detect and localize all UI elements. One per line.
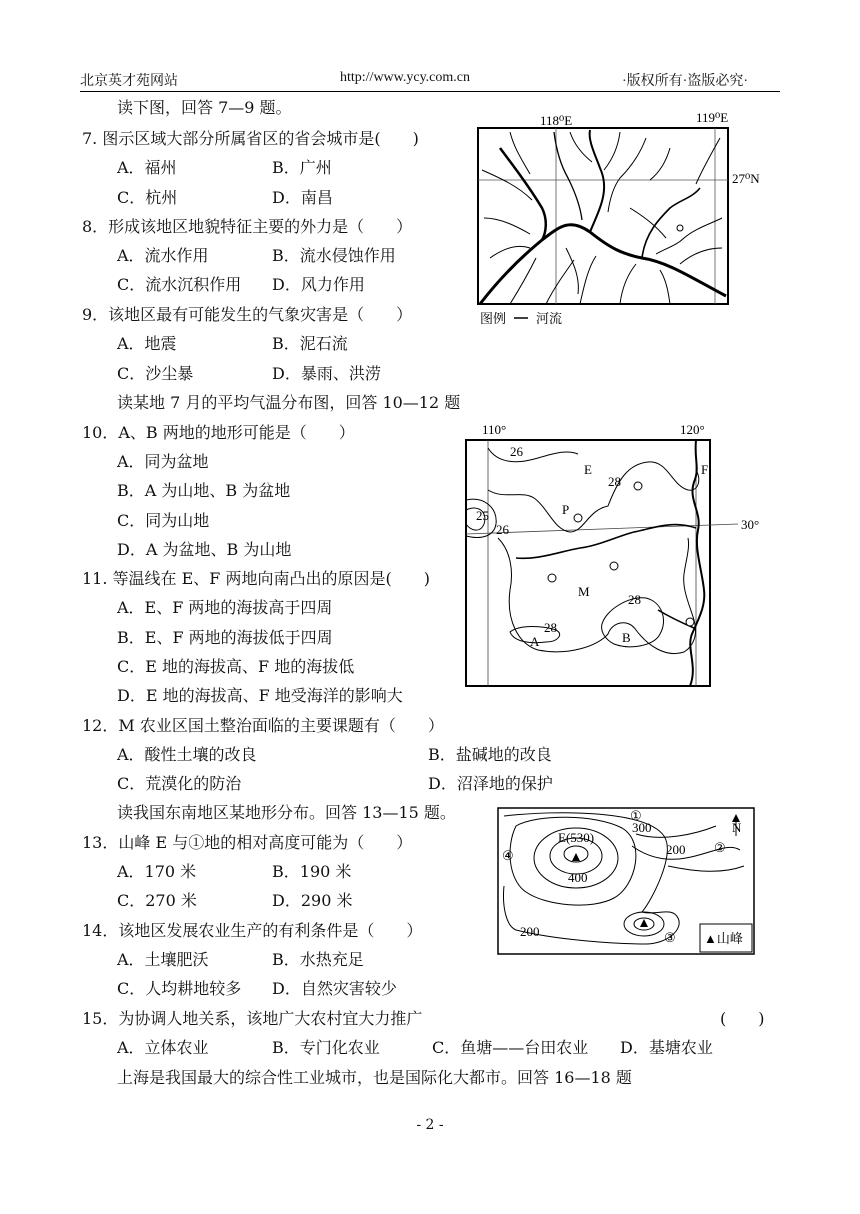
q7-option-d: D．南昌 bbox=[272, 188, 333, 207]
isotherm-label-28-a: 28 bbox=[544, 620, 557, 635]
q8-option-d: D．风力作用 bbox=[272, 275, 365, 294]
q14-option-d: D．自然灾害较少 bbox=[272, 979, 397, 998]
q7-option-b: B．广州 bbox=[272, 158, 332, 177]
isotherm-label-28-south: 28 bbox=[628, 592, 641, 607]
q12-option-b: B．盐碱地的改良 bbox=[428, 745, 552, 764]
city-marker bbox=[634, 482, 642, 490]
page-number: - 2 - bbox=[416, 1117, 444, 1133]
map2-lon-left: 110° bbox=[482, 422, 507, 437]
q11-stem: 11. 等温线在 E、F 两地向南凸出的原因是( ) bbox=[82, 569, 430, 588]
isotherm-map bbox=[458, 420, 768, 692]
intro-q13-15: 读我国东南地区某地形分布。回答 13—15 题。 bbox=[117, 803, 456, 822]
north-label: N bbox=[732, 820, 742, 835]
q15-option-a: A．立体农业 bbox=[117, 1038, 209, 1057]
q10-option-c: C．同为山地 bbox=[117, 511, 210, 530]
q12-stem: 12．M 农业区国土整治面临的主要课题有（ ） bbox=[82, 716, 444, 735]
q14-option-c: C．人均耕地较多 bbox=[117, 979, 242, 998]
river-map bbox=[470, 108, 770, 333]
map1-legend-prefix: 图例 bbox=[480, 311, 507, 326]
q11-option-c: C．E 地的海拔高、F 地的海拔低 bbox=[117, 657, 355, 676]
q10-stem: 10．A、B 两地的地形可能是（ ） bbox=[82, 423, 355, 442]
contour-label-200-south: 200 bbox=[520, 924, 540, 939]
map2-lat: 30° bbox=[741, 517, 760, 532]
point-1: ① bbox=[630, 808, 642, 823]
contour-map bbox=[496, 806, 758, 958]
label-e: E bbox=[584, 462, 592, 477]
q15-stem: 15．为协调人地关系，该地广大农村宜大力推广 bbox=[82, 1009, 423, 1028]
map1-lon-left: 118⁰E bbox=[540, 113, 573, 128]
q7-option-c: C．杭州 bbox=[117, 188, 178, 207]
map2-lon-right: 120° bbox=[680, 422, 705, 437]
intro-q10-12: 读某地 7 月的平均气温分布图，回答 10—12 题 bbox=[117, 393, 461, 412]
isotherm-label-25: 25 bbox=[476, 508, 489, 523]
q9-option-d: D．暴雨、洪涝 bbox=[272, 364, 381, 383]
q11-option-a: A．E、F 两地的海拔高于四周 bbox=[117, 598, 333, 617]
q8-option-c: C．流水沉积作用 bbox=[117, 275, 242, 294]
contour-label-300: 300 bbox=[632, 820, 652, 835]
isotherm-label-28-north: 28 bbox=[608, 474, 621, 489]
isotherm-label-26-west: 26 bbox=[496, 522, 509, 537]
label-p: P bbox=[562, 502, 570, 517]
q8-stem: 8．形成该地区地貌特征主要的外力是（ ） bbox=[82, 217, 413, 236]
q12-option-d: D．沼泽地的保护 bbox=[428, 774, 553, 793]
q15-answer-paren: ( ) bbox=[720, 1009, 765, 1028]
q8-option-a: A．流水作用 bbox=[117, 246, 209, 265]
q15-option-d: D．基塘农业 bbox=[620, 1038, 713, 1057]
q13-stem: 13．山峰 E 与①地的相对高度可能为（ ） bbox=[82, 833, 413, 852]
point-2: ② bbox=[714, 840, 726, 855]
header-site-name: 北京英才苑网站 bbox=[80, 74, 178, 89]
label-a: A bbox=[530, 634, 540, 649]
q14-stem: 14．该地区发展农业生产的有利条件是（ ） bbox=[82, 921, 423, 940]
map1-lat: 27⁰N bbox=[732, 171, 760, 186]
q9-option-b: B．泥石流 bbox=[272, 334, 348, 353]
q15-option-b: B．专门化农业 bbox=[272, 1038, 380, 1057]
q10-option-b: B．A 为山地、B 为盆地 bbox=[117, 481, 291, 500]
q10-option-a: A．同为盆地 bbox=[117, 452, 209, 471]
contour-label-400: 400 bbox=[568, 870, 588, 885]
q7-option-a: A．福州 bbox=[117, 158, 177, 177]
q15-option-c: C．鱼塘——台田农业 bbox=[432, 1038, 589, 1057]
city-marker bbox=[610, 562, 618, 570]
city-marker bbox=[574, 514, 582, 522]
q14-option-b: B．水热充足 bbox=[272, 950, 364, 969]
q9-option-c: C．沙尘暴 bbox=[117, 364, 194, 383]
point-4: ④ bbox=[502, 848, 514, 863]
q13-option-d: D．290 米 bbox=[272, 891, 353, 910]
q12-option-a: A．酸性土壤的改良 bbox=[117, 745, 257, 764]
intro-q7-9: 读下图，回答 7—9 题。 bbox=[117, 98, 292, 117]
q13-option-a: A．170 米 bbox=[117, 862, 197, 881]
header-copyright: ·版权所有·盗版必究· bbox=[622, 74, 748, 89]
isotherm-label-26-north: 26 bbox=[510, 444, 523, 459]
contour-label-200-east: 200 bbox=[666, 842, 686, 857]
q13-option-c: C．270 米 bbox=[117, 891, 197, 910]
q10-option-d: D．A 为盆地、B 为山地 bbox=[117, 540, 292, 559]
peak-e-label: E(530) bbox=[558, 830, 595, 845]
intro-q16-18: 上海是我国最大的综合性工业城市，也是国际化大都市。回答 16—18 题 bbox=[117, 1068, 632, 1087]
q13-option-b: B．190 米 bbox=[272, 862, 352, 881]
q9-stem: 9．该地区最有可能发生的气象灾害是（ ） bbox=[82, 305, 413, 324]
city-marker bbox=[548, 574, 556, 582]
city-marker bbox=[686, 618, 694, 626]
q9-option-a: A．地震 bbox=[117, 334, 177, 353]
q8-option-b: B．流水侵蚀作用 bbox=[272, 246, 396, 265]
label-m: M bbox=[578, 584, 590, 599]
point-3: ③ bbox=[664, 930, 676, 945]
q7-stem: 7. 图示区域大部分所属省区的省会城市是( ) bbox=[82, 129, 419, 148]
q11-option-d: D．E 地的海拔高、F 地受海洋的影响大 bbox=[117, 686, 403, 705]
map3-legend: ▲山峰 bbox=[704, 931, 743, 946]
q11-option-b: B．E、F 两地的海拔低于四周 bbox=[117, 628, 333, 647]
map1-legend-label: 河流 bbox=[536, 311, 563, 326]
header-url[interactable]: http://www.ycy.com.cn bbox=[340, 70, 470, 85]
q12-option-c: C．荒漠化的防治 bbox=[117, 774, 242, 793]
label-b: B bbox=[622, 630, 631, 645]
header-divider bbox=[80, 91, 780, 92]
map1-lon-right: 119⁰E bbox=[696, 110, 729, 125]
q14-option-a: A．土壤肥沃 bbox=[117, 950, 209, 969]
label-f: F bbox=[701, 462, 709, 477]
